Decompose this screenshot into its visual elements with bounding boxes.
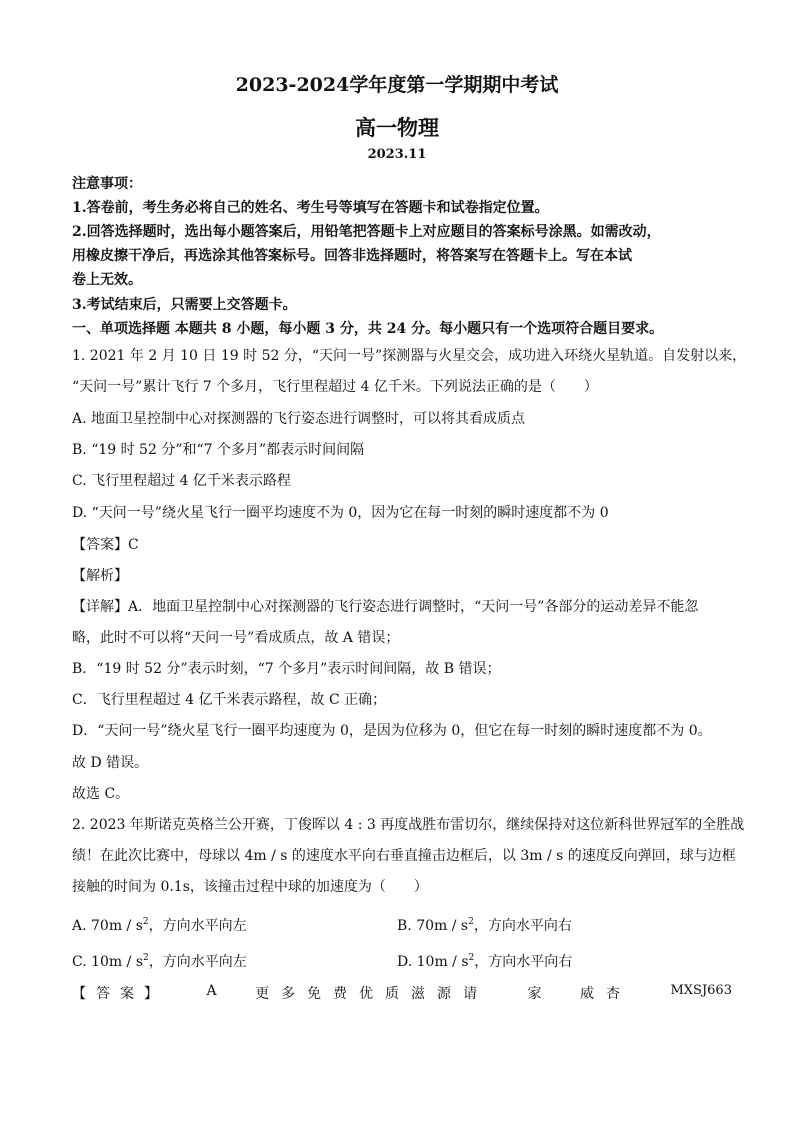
notes-heading: 注意事项： [72, 176, 142, 192]
q1-option-c: C. 飞行里程超过 4 亿千米表示路程 [72, 473, 291, 489]
footer-watermark-text: 更多免费优质滋源请 [255, 986, 490, 1002]
section-1-heading: 一、单项选择题 本题共 8 小题，每小题 3 分，共 24 分。每小题只有一个选项符合题目要求。 [72, 321, 664, 337]
q1-detail-line-2: 略，此时不可以将“天问一号”看成质点，故 A 错误； [72, 630, 400, 646]
q1-option-d: D. “天问一号”绕火星飞行一圈平均速度不为 0，因为它在每一时刻的瞬时速度都不为 0 [72, 505, 609, 521]
q1-stem-line-1: 1. 2021 年 2 月 10 日 19 时 52 分，“天问一号”探测器与火星交会，成功进入环绕火星轨道。自发射以来， [72, 348, 747, 364]
notes-item-3: 3.考试结束后，只需要上交答题卡。 [72, 297, 297, 313]
q2-option-b-value: B. 70m / s [397, 918, 469, 934]
q2-option-a [72, 915, 247, 935]
footer-bar [72, 983, 732, 1003]
notes-item-1: 1.答卷前，考生务必将自己的姓名、考生号等填写在答题卡和试卷指定位置。 [72, 200, 549, 216]
q2-option-d-sup: 2 [468, 953, 475, 963]
q1-detail-line-1: 【详解】A．地面卫星控制中心对探测器的飞行姿态进行调整时，“天问一号”各部分的运动差异不能忽 [72, 599, 699, 615]
footer-answer-bracket: 【答案】 [72, 986, 168, 1002]
q2-option-a-value: A. 70m / s [72, 918, 143, 934]
exam-title: 2023-2024学年度第一学期期中考试 [235, 74, 559, 96]
q1-detail-line-4: C．飞行里程超过 4 亿千米表示路程，故 C 正确； [72, 692, 387, 708]
q2-option-a-direction: ，方向水平向左 [148, 918, 247, 934]
q2-option-d-direction: ，方向水平向右 [474, 954, 573, 970]
footer-answer-letter: A [206, 983, 217, 999]
notes-item-2-line-3: 卷上无效。 [72, 272, 142, 288]
notes-item-2-line-2: 用橡皮擦干净后，再选涂其他答案标号。回答非选择题时，将答案写在答题卡上。写在本试 [72, 248, 632, 264]
q1-option-a: A. 地面卫星控制中心对探测器的飞行姿态进行调整时，可以将其看成质点 [72, 411, 526, 427]
q2-option-b-sup: 2 [468, 917, 474, 927]
q1-analysis-label: 【解析】 [72, 568, 128, 584]
q2-option-c-value: C. 10m / s [72, 954, 144, 970]
q2-option-b-direction: ，方向水平向右 [473, 918, 572, 934]
footer-code: MXSJ663 [670, 983, 732, 998]
q2-option-b [397, 915, 572, 935]
exam-date: 2023.11 [367, 147, 427, 162]
q2-option-d-value: D. 10m / s [397, 954, 469, 970]
footer-watermark-tail-2: 威杏 [580, 986, 632, 1002]
subject-title: 高一物理 [355, 115, 439, 140]
q1-detail-line-6: 故 D 错误。 [72, 755, 149, 771]
q1-detail-line-3: B．“19 时 52 分”表示时刻，“7 个多月”表示时间间隔，故 B 错误； [72, 661, 501, 677]
q2-stem-line-2: 绩！在此次比赛中，母球以 4m / s 的速度水平向右垂直撞击边框后，以 3m / s 的速度反向弹回，球与边框 [72, 848, 736, 864]
q1-option-b: B. “19 时 52 分”和“7 个多月”都表示时间间隔 [72, 442, 365, 458]
q2-option-d [397, 951, 572, 971]
q2-stem-line-3: 接触的时间为 0.1s，该撞击过程中球的加速度为（ ） [72, 879, 428, 895]
q2-option-c-sup: 2 [143, 953, 149, 963]
q2-option-c [72, 951, 247, 971]
q1-detail-line-5: D．“天问一号”绕火星飞行一圈平均速度为 0，是因为位移为 0，但它在每一时刻的瞬时速度都不为 0。 [72, 723, 712, 739]
q1-conclusion: 故选 C。 [72, 786, 130, 802]
q2-option-a-sup: 2 [142, 917, 149, 927]
q2-stem-line-1: 2. 2023 年斯诺克英格兰公开赛，丁俊晖以 4 : 3 再度战胜布雷切尔，继续保持对这位新科世界冠军的全胜战 [72, 817, 745, 833]
footer-watermark-tail-1: 家 [527, 986, 542, 1002]
q1-answer: 【答案】C [72, 537, 139, 553]
q2-option-c-direction: ，方向水平向左 [148, 954, 247, 970]
q1-stem-line-2: “天问一号”累计飞行 7 个多月，飞行里程超过 4 亿千米。下列说法正确的是（ ） [72, 379, 598, 395]
notes-item-2-line-1: 2.回答选择题时，选出每小题答案后，用铅笔把答题卡上对应题目的答案标号涂黑。如需改动， [72, 224, 661, 240]
